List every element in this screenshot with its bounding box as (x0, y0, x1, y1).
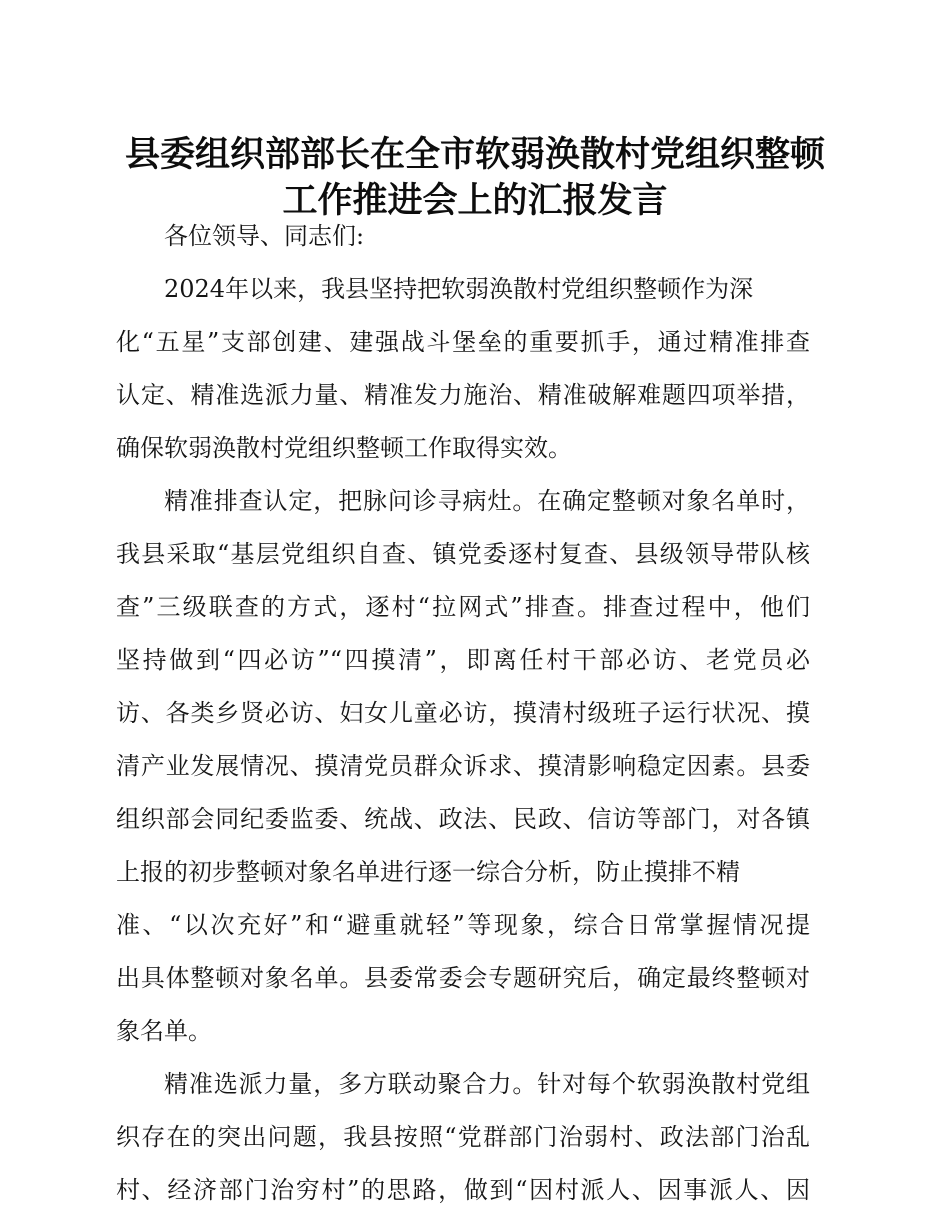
paragraph-line: 坚持做到“四必访”“四摸清”，即离任村干部必访、老党员必 (116, 646, 810, 674)
paragraph-line: 清产业发展情况、摸清党员群众诉求、摸清影响稳定因素。县委 (116, 752, 810, 780)
paragraph-line: 我县采取“基层党组织自查、镇党委逐村复查、县级领导带队核 (116, 540, 810, 568)
paragraph-line: 访、各类乡贤必访、妇女儿童必访，摸清村级班子运行状况、摸 (116, 699, 810, 727)
paragraph-line: 精准排查认定，把脉问诊寻病灶。在确定整顿对象名单时， (164, 487, 810, 515)
paragraph-line: 上报的初步整顿对象名单进行逐一综合分析，防止摸排不精 (116, 858, 740, 886)
paragraph-line: 准、“以次充好”和“避重就轻”等现象，综合日常掌握情况提 (116, 911, 810, 939)
paragraph-line: 织存在的突出问题，我县按照“党群部门治弱村、政法部门治乱 (116, 1123, 810, 1151)
document-title-line-2: 工作推进会上的汇报发言 (282, 180, 668, 221)
paragraph-line: 出具体整顿对象名单。县委常委会专题研究后，确定最终整顿对 (116, 964, 810, 992)
document-title-line-1: 县委组织部部长在全市软弱涣散村党组织整顿 (124, 134, 825, 175)
paragraph-line: 确保软弱涣散村党组织整顿工作取得实效。 (116, 434, 572, 462)
paragraph-line: 象名单。 (116, 1017, 212, 1045)
paragraph-line: 组织部会同纪委监委、统战、政法、民政、信访等部门，对各镇 (116, 805, 810, 833)
paragraph-line: 认定、精准选派力量、精准发力施治、精准破解难题四项举措， (116, 381, 810, 409)
paragraph-line: 村、经济部门治穷村”的思路，做到“因村派人、因事派人、因 (116, 1176, 810, 1204)
paragraph-line: 精准选派力量，多方联动聚合力。针对每个软弱涣散村党组 (164, 1070, 810, 1098)
paragraph-line: 查”三级联查的方式，逐村“拉网式”排查。排查过程中，他们 (116, 593, 810, 621)
paragraph-line: 2024年以来，我县坚持把软弱涣散村党组织整顿作为深 (164, 275, 754, 303)
salutation: 各位领导、同志们: (164, 222, 365, 250)
paragraph-line: 化“五星”支部创建、建强战斗堡垒的重要抓手，通过精准排查 (116, 328, 810, 356)
